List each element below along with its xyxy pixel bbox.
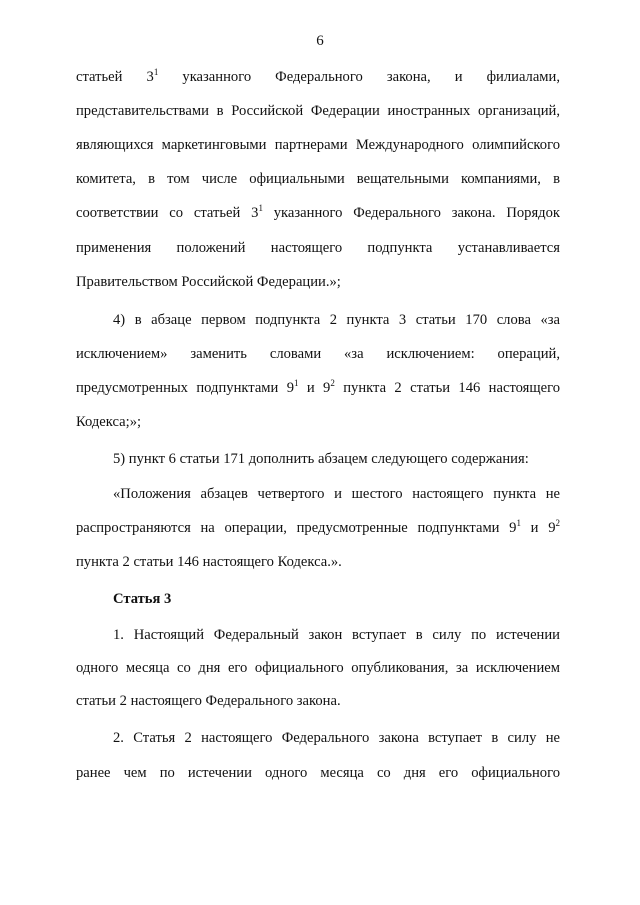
text-line: являющихся маркетинговыми партнерами Международного олимпийского bbox=[76, 137, 560, 153]
paragraph-first-line: 4) в абзаце первом подпункта 2 пункта 3 статьи 170 слова «за bbox=[113, 312, 560, 328]
article-heading: Статья 3 bbox=[113, 591, 172, 607]
text-line: предусмотренных подпунктами $9^1$ и $9^2$ пункта 2 статьи 146 настоящего bbox=[76, 378, 560, 396]
text-line: Кодекса;»; bbox=[76, 414, 142, 430]
paragraph-first-line: 5) пункт 6 статьи 171 дополнить абзацем следующего содержания: bbox=[113, 451, 529, 467]
text-line: комитета, в том числе официальными вещательными компаниями, в bbox=[76, 171, 560, 187]
text-line: ранее чем по истечении одного месяца со дня его официального bbox=[76, 765, 560, 781]
text-line: статьей $3^1$ указанного Федерального закона, и филиалами, bbox=[76, 67, 560, 85]
text-line: Правительством Российской Федерации.»; bbox=[76, 274, 341, 290]
text-line: одного месяца со дня его официального опубликования, за исключением bbox=[76, 660, 560, 676]
text-line: пункта 2 статьи 146 настоящего Кодекса.». bbox=[76, 554, 342, 570]
text-line: соответствии со статьей $3^1$ указанного Федерального закона. Порядок bbox=[76, 203, 560, 221]
text-line: исключением» заменить словами «за исключением: операций, bbox=[76, 346, 560, 362]
text-line: представительствами в Российской Федерации иностранных организаций, bbox=[76, 103, 560, 119]
page-number: 6 bbox=[316, 33, 324, 49]
paragraph-first-line: «Положения абзацев четвертого и шестого настоящего пункта не bbox=[113, 486, 560, 502]
text-line: статьи 2 настоящего Федерального закона. bbox=[76, 693, 341, 709]
paragraph-first-line: 2. Статья 2 настоящего Федерального закона вступает в силу не bbox=[113, 730, 560, 746]
text-line: распространяются на операции, предусмотренные подпунктами $9^1$ и $9^2$ bbox=[76, 518, 560, 536]
paragraph-first-line: 1. Настоящий Федеральный закон вступает в силу по истечении bbox=[113, 627, 560, 643]
text-line: применения положений настоящего подпункта устанавливается bbox=[76, 240, 560, 256]
